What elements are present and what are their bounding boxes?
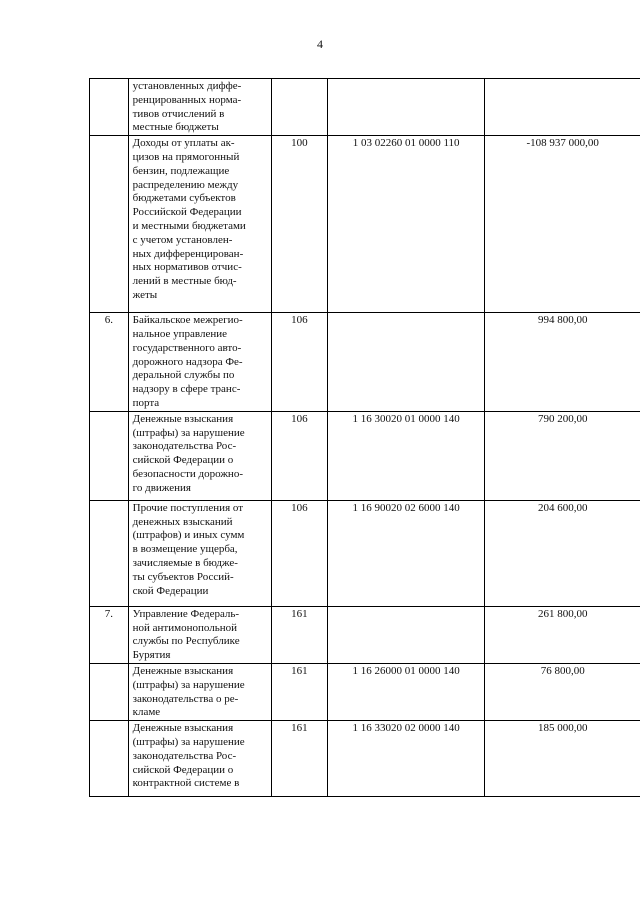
row-name: Прочие поступления от денежных взысканий (штрафов) и иных сумм в возмещение ущерба, зачисляемые в бюдже- ты субъектов Россий- ской Федерации <box>132 501 245 597</box>
row-amount-cell <box>485 136 640 313</box>
row-budget-class-code-cell <box>327 663 485 720</box>
row-budget-class-code-cell <box>327 606 485 663</box>
row-number-cell <box>90 500 129 606</box>
row-admin-code-cell <box>271 663 327 720</box>
row-amount: 790 200,00 <box>537 412 588 425</box>
row-amount-cell <box>485 721 640 797</box>
row-name-cell <box>128 721 271 797</box>
row-admin-code: 161 <box>291 722 308 735</box>
row-name: Управление Федераль- ной антимонопольной службы по Республике Бурятия <box>132 607 240 662</box>
table-row <box>90 500 640 606</box>
row-name-cell <box>128 606 271 663</box>
page-number: 4 <box>317 37 323 51</box>
budget-table-body <box>90 79 640 797</box>
row-name-cell <box>128 663 271 720</box>
row-amount: 185 000,00 <box>537 722 588 735</box>
row-number: 7. <box>104 607 113 620</box>
table-row <box>90 721 640 797</box>
row-budget-class-code: 1 16 30020 01 0000 140 <box>352 412 460 425</box>
row-name-cell <box>128 79 271 136</box>
row-name: Байкальское межрегио- нальное управление государственного авто- дорожного надзора Фе- деральной службы по надзору в сфере транс- порта <box>132 314 243 409</box>
budget-table <box>89 78 640 797</box>
row-admin-code-cell <box>271 411 327 500</box>
table-row <box>90 411 640 500</box>
row-admin-code-cell <box>271 500 327 606</box>
row-amount-cell <box>485 500 640 606</box>
row-admin-code-cell <box>271 721 327 797</box>
row-number-cell <box>90 79 129 136</box>
row-admin-code: 161 <box>291 664 308 677</box>
row-amount: 204 600,00 <box>537 501 588 514</box>
row-number-cell <box>90 313 129 412</box>
row-admin-code-cell <box>271 313 327 412</box>
row-budget-class-code-cell <box>327 500 485 606</box>
row-budget-class-code-cell <box>327 411 485 500</box>
table-row <box>90 313 640 412</box>
table-row <box>90 663 640 720</box>
row-budget-class-code: 1 16 33020 02 0000 140 <box>352 722 460 735</box>
row-budget-class-code: 1 16 90020 02 6000 140 <box>352 501 460 514</box>
row-name-cell <box>128 411 271 500</box>
row-number-cell <box>90 606 129 663</box>
table-row <box>90 136 640 313</box>
row-admin-code: 106 <box>291 501 308 514</box>
row-budget-class-code-cell <box>327 79 485 136</box>
row-number-cell <box>90 411 129 500</box>
row-number-cell <box>90 721 129 797</box>
row-number-cell <box>90 663 129 720</box>
row-admin-code-cell <box>271 606 327 663</box>
row-name: установленных диффе- ренцированных норма- тивов отчислений в местные бюджеты <box>132 80 242 134</box>
row-admin-code: 161 <box>291 607 308 620</box>
table-row <box>90 79 640 136</box>
row-name-cell <box>128 500 271 606</box>
row-number-cell <box>90 136 129 313</box>
row-admin-code: 106 <box>291 412 308 425</box>
row-admin-code-cell <box>271 79 327 136</box>
row-amount-cell <box>485 79 640 136</box>
row-name: Денежные взыскания (штрафы) за нарушение законодательства Рос- сийской Федерации о контрактной системе в <box>132 722 245 790</box>
row-amount-cell <box>485 411 640 500</box>
row-amount: 261 800,00 <box>537 607 588 620</box>
row-admin-code: 106 <box>291 314 308 327</box>
table-row <box>90 606 640 663</box>
row-amount-cell <box>485 606 640 663</box>
row-number: 6. <box>104 314 113 327</box>
row-budget-class-code-cell <box>327 136 485 313</box>
row-budget-class-code-cell <box>327 313 485 412</box>
row-budget-class-code: 1 03 02260 01 0000 110 <box>352 137 460 150</box>
row-name-cell <box>128 313 271 412</box>
row-amount: 994 800,00 <box>537 314 588 327</box>
row-name: Доходы от уплаты ак- цизов на прямогонный бензин, подлежащие распределению между бюджетами субъектов Российской Федерации и местными бюджетами с учетом установлен- ных дифференцирован- ных нормативов отчис- лений в местные бюд- жеты <box>132 137 246 301</box>
row-budget-class-code: 1 16 26000 01 0000 140 <box>352 664 460 677</box>
row-name: Денежные взыскания (штрафы) за нарушение законодательства Рос- сийской Федерации о безопасности дорожно- го движения <box>132 412 245 494</box>
row-amount: 76 800,00 <box>540 664 585 677</box>
row-amount-cell <box>485 663 640 720</box>
row-admin-code: 100 <box>291 137 308 150</box>
row-budget-class-code-cell <box>327 721 485 797</box>
row-name-cell <box>128 136 271 313</box>
row-name: Денежные взыскания (штрафы) за нарушение законодательства о ре- кламе <box>132 664 245 719</box>
row-amount: -108 937 000,00 <box>526 137 599 150</box>
row-admin-code-cell <box>271 136 327 313</box>
row-amount-cell <box>485 313 640 412</box>
